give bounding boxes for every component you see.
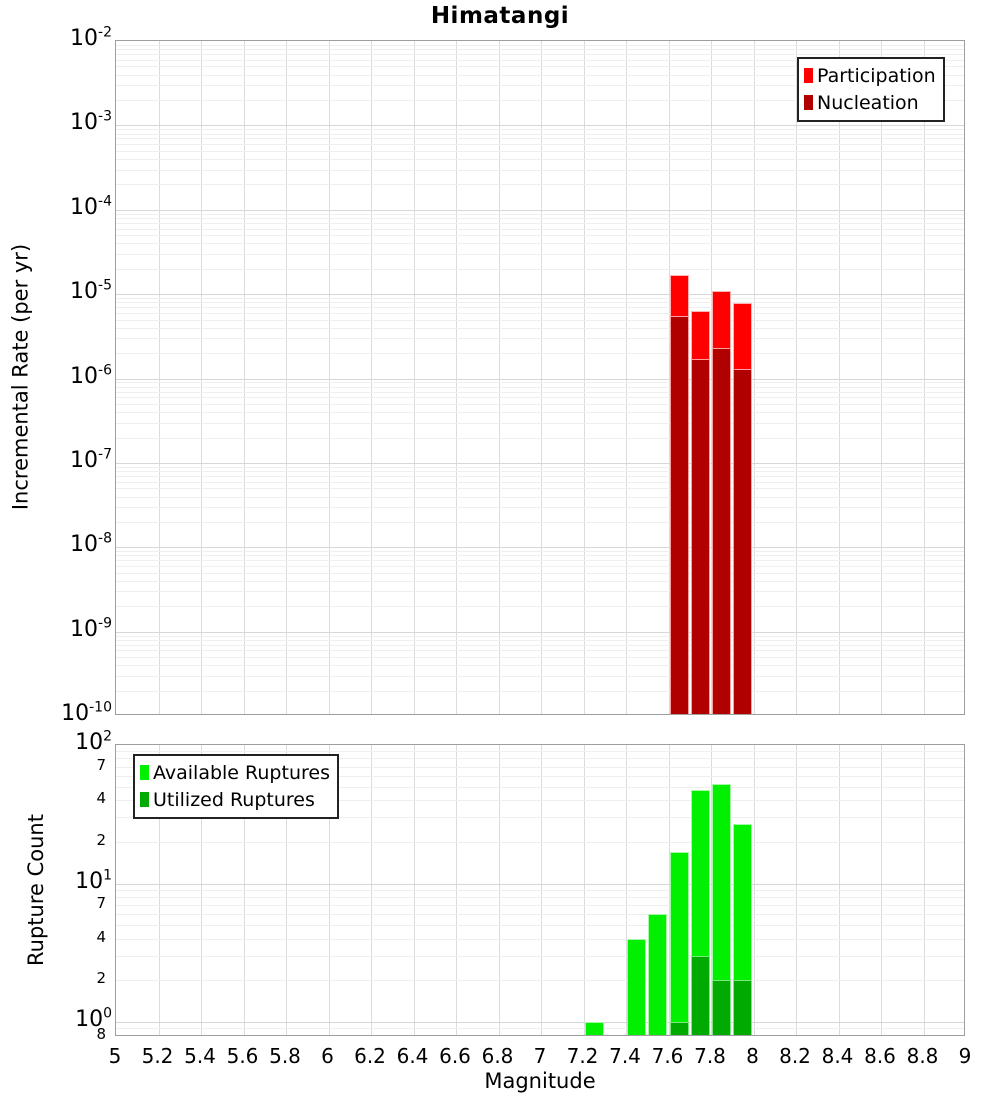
grid-line-minor [116,925,964,926]
grid-line-major [116,210,964,211]
x-tick-label: 8.2 [779,1044,811,1068]
grid-line-minor [116,397,964,398]
x-tick-label: 5.8 [269,1044,301,1068]
grid-line-minor [116,522,964,523]
participation-swatch-icon [804,68,813,83]
legend-label: Nucleation [817,91,919,114]
y-tick-label: $10^{-4}$ [70,193,112,220]
nucleation-bar [733,369,752,715]
grid-line-vertical [499,41,500,714]
utilized-ruptures-bar [712,980,731,1036]
x-tick-label: 7 [533,1044,547,1068]
grid-line-minor [116,1036,964,1037]
grid-line-minor [116,382,964,383]
grid-line-minor [116,665,964,666]
grid-line-minor [116,676,964,677]
x-tick-label: 7.2 [566,1044,599,1068]
grid-line-minor [116,170,964,171]
nucleation-swatch-icon [804,95,813,110]
legend-label: Participation [817,64,936,87]
x-tick-label: 5.4 [184,1044,216,1068]
grid-line-major [116,463,964,464]
grid-line-minor [116,657,964,658]
grid-line-major [116,294,964,295]
y-tick-label: $10^{-5}$ [70,277,112,305]
x-tick-label: 8 [746,1044,759,1068]
x-axis-title: Magnitude [484,1069,596,1093]
grid-line-minor [116,313,964,314]
y-tick-label: $10^2$ [75,728,112,755]
y-minor-tick-label: 7 [96,755,106,774]
grid-line-vertical [754,41,755,714]
y-tick-label: $10^{-6}$ [70,362,112,389]
grid-line-minor [116,129,964,130]
top-chart-plot-area [115,40,965,715]
grid-line-minor [116,488,964,489]
grid-line-minor [116,956,964,957]
grid-line-vertical [201,41,202,714]
grid-line-minor [116,476,964,477]
grid-line-minor [116,235,964,236]
grid-line-minor [116,640,964,641]
x-tick-label: 5 [108,1044,122,1068]
grid-line-minor [116,566,964,567]
grid-line-minor [116,254,964,255]
grid-line-vertical [371,41,372,714]
grid-line-minor [116,507,964,508]
grid-line-minor [116,229,964,230]
grid-line-minor [116,939,964,940]
y-minor-tick-label: 8 [96,1024,106,1043]
available-ruptures-swatch-icon [140,765,149,780]
grid-line-minor [116,134,964,135]
grid-line-minor [116,298,964,299]
grid-line-minor [116,45,964,46]
legend-item-utilized-ruptures [140,786,330,813]
grid-line-minor [116,573,964,574]
y-minor-tick-label: 2 [96,969,106,988]
legend-item-available-ruptures [140,759,330,786]
grid-line-minor [116,184,964,185]
grid-line-major [116,379,964,380]
grid-line-minor [116,223,964,224]
grid-line-minor [116,412,964,413]
grid-line-minor [116,980,964,981]
utilized-ruptures-bar [733,980,752,1036]
x-tick-label: 8.4 [821,1044,854,1068]
grid-line-minor [116,151,964,152]
x-tick-label: 6.2 [354,1044,386,1068]
grid-line-minor [116,751,964,752]
y-tick-label: $10^{-2}$ [70,24,112,51]
grid-line-minor [116,467,964,468]
grid-line-minor [116,890,964,891]
x-tick-label: 9 [958,1044,972,1068]
grid-line-vertical [286,41,287,714]
grid-line-minor [116,438,964,439]
bottom-y-axis-title: Rupture Count [24,814,48,966]
y-tick-label: $10^1$ [75,867,112,894]
x-tick-label: 7.6 [651,1044,684,1068]
y-tick-label: $10^{-8}$ [70,530,112,558]
grid-line-minor [116,218,964,219]
y-minor-tick-label: 7 [96,894,106,912]
legend-label: Available Ruptures [153,761,330,784]
y-minor-tick-label: 4 [96,927,106,946]
grid-line-minor [116,49,964,50]
grid-line-vertical [414,41,415,714]
grid-line-minor [116,144,964,145]
grid-line-major [116,884,964,885]
grid-line-major [116,547,964,548]
grid-line-minor [116,387,964,388]
grid-line-minor [116,905,964,906]
chart-title: Himatangi [430,3,570,29]
nucleation-bar [691,359,710,715]
grid-line-minor [116,636,964,637]
grid-line-vertical [244,41,245,714]
grid-line-minor [116,645,964,646]
grid-line-minor [116,606,964,607]
grid-line-minor [116,471,964,472]
x-tick-label: 7.4 [609,1044,641,1068]
grid-line-minor [116,214,964,215]
grid-line-vertical [584,41,585,714]
available-ruptures-bar [585,1022,604,1036]
top-legend [797,57,945,122]
grid-line-major [116,125,964,126]
grid-line-minor [116,54,964,55]
grid-line-minor [116,159,964,160]
available-ruptures-bar [670,852,689,1036]
grid-line-vertical [924,41,925,714]
x-tick-label: 5.2 [141,1044,174,1068]
grid-line-minor [116,302,964,303]
legend-item-participation [804,62,936,89]
grid-line-minor [116,560,964,561]
top-y-axis-title: Incremental Rate (per yr) [8,243,33,511]
grid-line-major [116,632,964,633]
nucleation-bar [712,348,731,715]
grid-line-vertical [839,41,840,714]
grid-line-minor [116,404,964,405]
grid-line-minor [116,482,964,483]
y-minor-tick-label: 4 [96,789,106,808]
grid-line-vertical [626,41,627,714]
grid-line-minor [116,842,964,843]
grid-line-vertical [881,41,882,714]
grid-line-minor [116,1028,964,1029]
available-ruptures-bar [627,939,646,1036]
grid-line-minor [116,897,964,898]
x-tick-label: 6.6 [439,1044,471,1068]
utilized-ruptures-bar [670,1022,689,1036]
y-tick-label: $10^0$ [75,1005,112,1033]
utilized-ruptures-bar [691,956,710,1036]
utilized-ruptures-swatch-icon [140,792,149,807]
x-tick-label: 8.6 [864,1044,896,1068]
y-tick-label: $10^{-10}$ [61,699,112,726]
grid-line-minor [116,243,964,244]
grid-line-minor [116,551,964,552]
grid-line-minor [116,691,964,692]
x-tick-label: 8.8 [906,1044,939,1068]
grid-line-minor [116,497,964,498]
y-tick-label: $10^{-3}$ [70,109,112,136]
x-tick-label: 6.8 [481,1044,514,1068]
grid-line-minor [116,269,964,270]
y-tick-label: $10^{-7}$ [70,446,112,473]
grid-line-minor [116,320,964,321]
grid-line-minor [116,328,964,329]
grid-line-minor [116,914,964,915]
x-tick-label: 5.6 [226,1044,259,1068]
y-tick-label: $10^{-9}$ [70,615,112,642]
legend-item-nucleation [804,89,936,116]
grid-line-vertical [541,41,542,714]
grid-line-minor [116,392,964,393]
grid-line-minor [116,581,964,582]
bottom-legend [133,754,339,819]
grid-line-minor [116,307,964,308]
grid-line-minor [116,138,964,139]
grid-line-minor [116,338,964,339]
grid-line-minor [116,353,964,354]
legend-label: Utilized Ruptures [153,788,315,811]
grid-line-minor [116,650,964,651]
x-tick-label: 6 [321,1044,334,1068]
grid-line-vertical [159,41,160,714]
available-ruptures-bar [648,914,667,1036]
nucleation-bar [670,316,689,715]
x-tick-label: 7.8 [694,1044,726,1068]
grid-line-vertical [796,41,797,714]
grid-line-minor [116,423,964,424]
y-minor-tick-label: 2 [96,830,106,849]
grid-line-minor [116,591,964,592]
x-tick-label: 6.4 [396,1044,429,1068]
grid-line-major [116,1022,964,1023]
grid-line-vertical [329,41,330,714]
grid-line-vertical [456,41,457,714]
grid-line-minor [116,555,964,556]
